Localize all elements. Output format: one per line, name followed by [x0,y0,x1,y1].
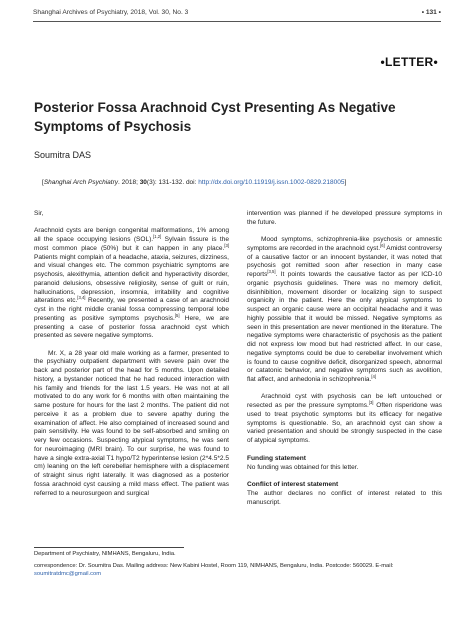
text-span: Arachnoid cyst with psychosis can be left untouched or resected as per the pressure symptoms. [247,393,442,409]
header-rule [33,21,441,22]
running-header [33,8,441,22]
paragraph-continuation: intervention was planned if he developed pressure symptoms in the future. [247,210,442,226]
journal-name: Shanghai Archives of Psychiatry, 2018, Vol. 30, No. 3 [33,9,189,16]
citation-details: . 2018; [118,179,140,186]
paragraph-intro [34,227,229,341]
reference-marker: [3] [224,242,229,248]
reference-marker: [3,4] [77,295,86,301]
reference-marker: [1,2] [153,234,162,239]
citation-open: [ [42,179,44,186]
correspondence-text: correspondence: Dr. Soumitra Das. Mailing address: New Kabini Hostel, Room 119, NIMHANS, Bengaluru, India. Postcode: 560029. E-mail: [34,563,394,569]
body-column-right [247,210,442,508]
paragraph-conclusion [247,393,442,446]
doi-link[interactable]: http://dx.doi.org/10.11919/j.issn.1002-0829.218005 [198,179,345,186]
text-span: Amidst controversy of a causative factor or an innocent bystander, it was noted that psychosis got remitted soon after resection in many case reports [247,244,443,278]
text-span: . It points towards the causative factor as per ICD-10 organic psychosis guidelines. There was no memory deficit, disinhibition, movement disorder or localizing sign to suspect organicity in the patient. Here the only atypical symptoms to suspect an organic cause were an occipital headache and it was highly possible that it would be missed. Negative symptoms as seen in this presentation are never mentioned in the literature. The negative symptoms were characteristic of psychosis as the patient did not express low mood but had restricted affect. In our case, negative symptoms could be due to cerebellar involvement which is found to cause cognitive deficit, disorganized speech, abnormal or catatonic behavior, and negative symptoms such as avolition, flat affect, and anhedonia in schizophrenia. [247,271,442,383]
text-span: Here, we are presenting a case of posterior fossa arachnoid cyst which presented as severe negative symptoms. [34,314,229,340]
reference-marker: [3] [368,400,374,405]
citation-volume: 30 [139,179,147,186]
section-tag: •LETTER• [380,55,438,69]
text-span: Patients might complain of a headache, ataxia, seizures, dizziness, and visual changes etc. The common psychiatric symptoms are psychosis, alexithymia, attention deficit and hyperactivity disorder, paranoid delusions, obsessive religiosity, sense of guilt or ruin, hallucinations, depression, insomnia, irritability and cognitive alterations etc. [34,253,229,305]
text-span: Sylvain fissure is the most common place (50%) but it can happen in any place. [34,236,229,252]
paragraph-case: Mr. X, a 28 year old male working as a farmer, presented to the psychiatry outpatient department with severe pain over the back and posterior part of the head for 5 months. Upon detailed history, a bystander noticed that he had reduced interaction with his family and friends for the last 1.5 years. He was not at all motivated to do any work for 6 months with often maintaining the same posture for hours for the last 2 months. The patient did not perceive it as a problem due to severe apathy during the examination of affect. He also complained of increased sound and pain sensitivity. He was found to be self-absorbed and smiling on very few occasions. Suspecting atypical symptoms, he was sent for neuroimaging (MRI brain). To our surprise, he was found to have a single extra-axial T1 hypo/T2 hyperintense lesion (2*4.5*2.5 cm) leaning on the left cerebellar hemisphere with a displacement of straight sinus right laterally. It was diagnosed as a posterior fossa arachnoid cyst causing a mild mass effect. The patient was referred to a neurosurgeon and surgical [34,349,229,497]
article-title: Posterior Fossa Arachnoid Cyst Presenting As Negative Symptoms of Psychosis [34,100,396,134]
funding-heading: Funding statement [247,454,306,462]
reference-marker: [5] [174,312,180,318]
footnote-rule [34,547,184,548]
body-column-left [34,210,229,498]
email-link[interactable]: soumitratdmc@gmail.com [34,571,102,577]
reference-marker: [3,5] [267,269,276,274]
correspondence [34,562,444,578]
conflict-text: The author declares no conflict of interest related to this manuscript. [247,490,442,506]
text-span: Recently, we presented a case of an arachnoid cyst in the right middle cranial fossa compressing temporal lobe presenting as positive symptoms psychosis. [34,297,229,322]
citation-journal: Shanghai Arch Psychiatry [43,179,118,186]
author-name: Soumitra DAS [34,150,92,160]
citation-line [42,179,346,186]
reference-marker: [6] [380,242,385,248]
reference-marker: [4] [371,374,377,379]
citation-issue-pages: (3): 131-132. doi: [146,179,199,186]
text-span: Arachnoid cysts are benign congenital malformations, 1% among all the space occupying lesions (SOL). [34,227,229,243]
salutation: Sir, [34,210,44,217]
conflict-heading: Conflict of interest statement [247,481,339,489]
text-span: Often risperidone was used to treat psychotic symptoms but its efficacy for negative symptoms is questionable. So, an arachnoid cyst can show a varied presentation and should be strongly suspected in the case of atypical symptoms. [247,402,442,444]
page-number: • 131 • [421,9,441,16]
funding-text: No funding was obtained for this letter. [247,463,359,471]
paragraph-discussion [247,236,442,385]
text-span: Mood symptoms, schizophrenia-like psychosis or amnestic symptoms are recorded in the arachnoid cyst. [247,236,442,252]
citation-close: ] [344,179,347,186]
affiliation: Department of Psychiatry, NIMHANS, Bengaluru, India. [34,551,176,557]
